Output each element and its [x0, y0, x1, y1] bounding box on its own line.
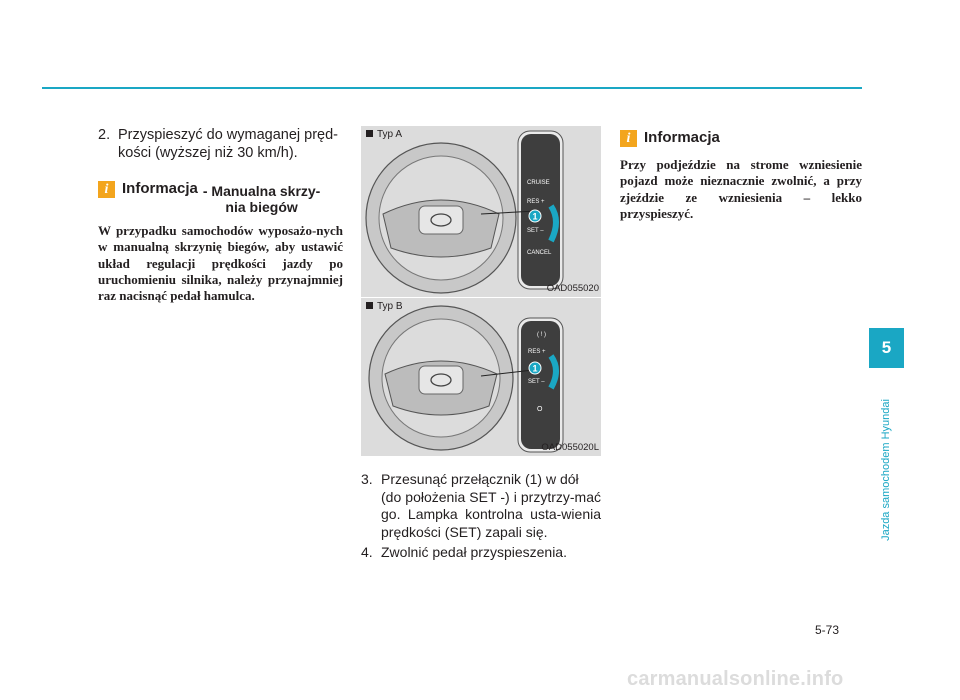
info-subtitle-line2: nia biegów — [225, 199, 298, 215]
page-number: 5-73 — [815, 623, 840, 637]
steering-wheel-a-illustration — [361, 126, 601, 297]
info-subtitle-line1: - Manualna skrzy- — [202, 183, 321, 199]
step-4-number: 4. — [361, 544, 373, 560]
steps-3-4 — [361, 471, 601, 562]
step-3 — [361, 471, 601, 541]
square-bullet-icon — [366, 302, 373, 309]
switch-label-warning: ( ! ) — [537, 332, 546, 338]
switch-label-cancel: CANCEL — [527, 250, 552, 256]
middle-column — [361, 126, 601, 565]
step-2-line1: Przyspieszyć do wymaganej pręd- — [118, 127, 339, 143]
step-4 — [361, 544, 601, 562]
figure-b-caption — [366, 301, 403, 312]
switch-label-res-b: RES + — [528, 349, 546, 355]
figure-type-a — [361, 126, 601, 297]
figure-b-caption-text: Typ B — [377, 301, 403, 312]
info-body-slope: Przy podjeździe na strome wzniesienie pojazd może nieznacznie zwolnić, a przy zjeździe ze wzniesienia – lekko przyspieszyć. — [620, 157, 862, 221]
callout-1-a: 1 — [532, 211, 538, 222]
info-subtitle — [203, 183, 320, 215]
chapter-tab: 5 — [869, 328, 904, 368]
figure-a-caption — [366, 129, 402, 140]
step-3-number: 3. — [361, 471, 373, 487]
right-column — [620, 126, 862, 222]
step-2-number: 2. — [98, 127, 111, 143]
info-header-manual — [98, 179, 343, 215]
info-title-right: Informacja — [644, 129, 720, 146]
info-body-manual: W przypadku samochodów wyposażo-nych w manualną skrzynię biegów, aby ustawić układ regulacji prędkości jazdy po uruchomieniu silnika, należy przynajmniej raz nacisnąć pedał hamulca. — [98, 223, 343, 304]
switch-label-res: RES + — [527, 199, 545, 205]
switch-label-cancel-b: O — [537, 406, 543, 413]
info-title: Informacja — [122, 180, 198, 197]
chapter-title: Jazda samochodem Hyundai — [880, 399, 892, 541]
switch-label-cruise: CRUISE — [527, 180, 550, 186]
figure-a-caption-text: Typ A — [377, 129, 403, 140]
info-icon: i — [620, 130, 637, 147]
step-2 — [98, 126, 343, 162]
switch-label-set: SET – — [527, 228, 544, 234]
step-4-text: Zwolnić pedał przyspieszenia. — [381, 544, 567, 560]
steering-wheel-b-illustration — [361, 298, 601, 456]
figure-a-code: OAD055020 — [546, 283, 599, 294]
step-3-rest: (do położenia SET -) i przytrzy-mać go. Lampka kontrolna usta-wienia prędkości (SET) zapali się. — [381, 488, 601, 540]
switch-label-set-b: SET – — [528, 379, 545, 385]
header-rule — [42, 87, 862, 89]
left-column — [98, 126, 343, 304]
figure-b-code: OAD055020L — [541, 442, 599, 453]
step-3-line1: Przesunąć przełącznik (1) w dół — [381, 471, 579, 487]
info-icon: i — [98, 181, 115, 198]
info-header-slope — [620, 128, 862, 148]
callout-1-b: 1 — [532, 363, 538, 374]
square-bullet-icon — [366, 130, 373, 137]
watermark: carmanualsonline.info — [627, 668, 844, 690]
step-2-line2: kości (wyższej niż 30 km/h). — [118, 145, 298, 161]
figure-type-b — [361, 298, 601, 456]
